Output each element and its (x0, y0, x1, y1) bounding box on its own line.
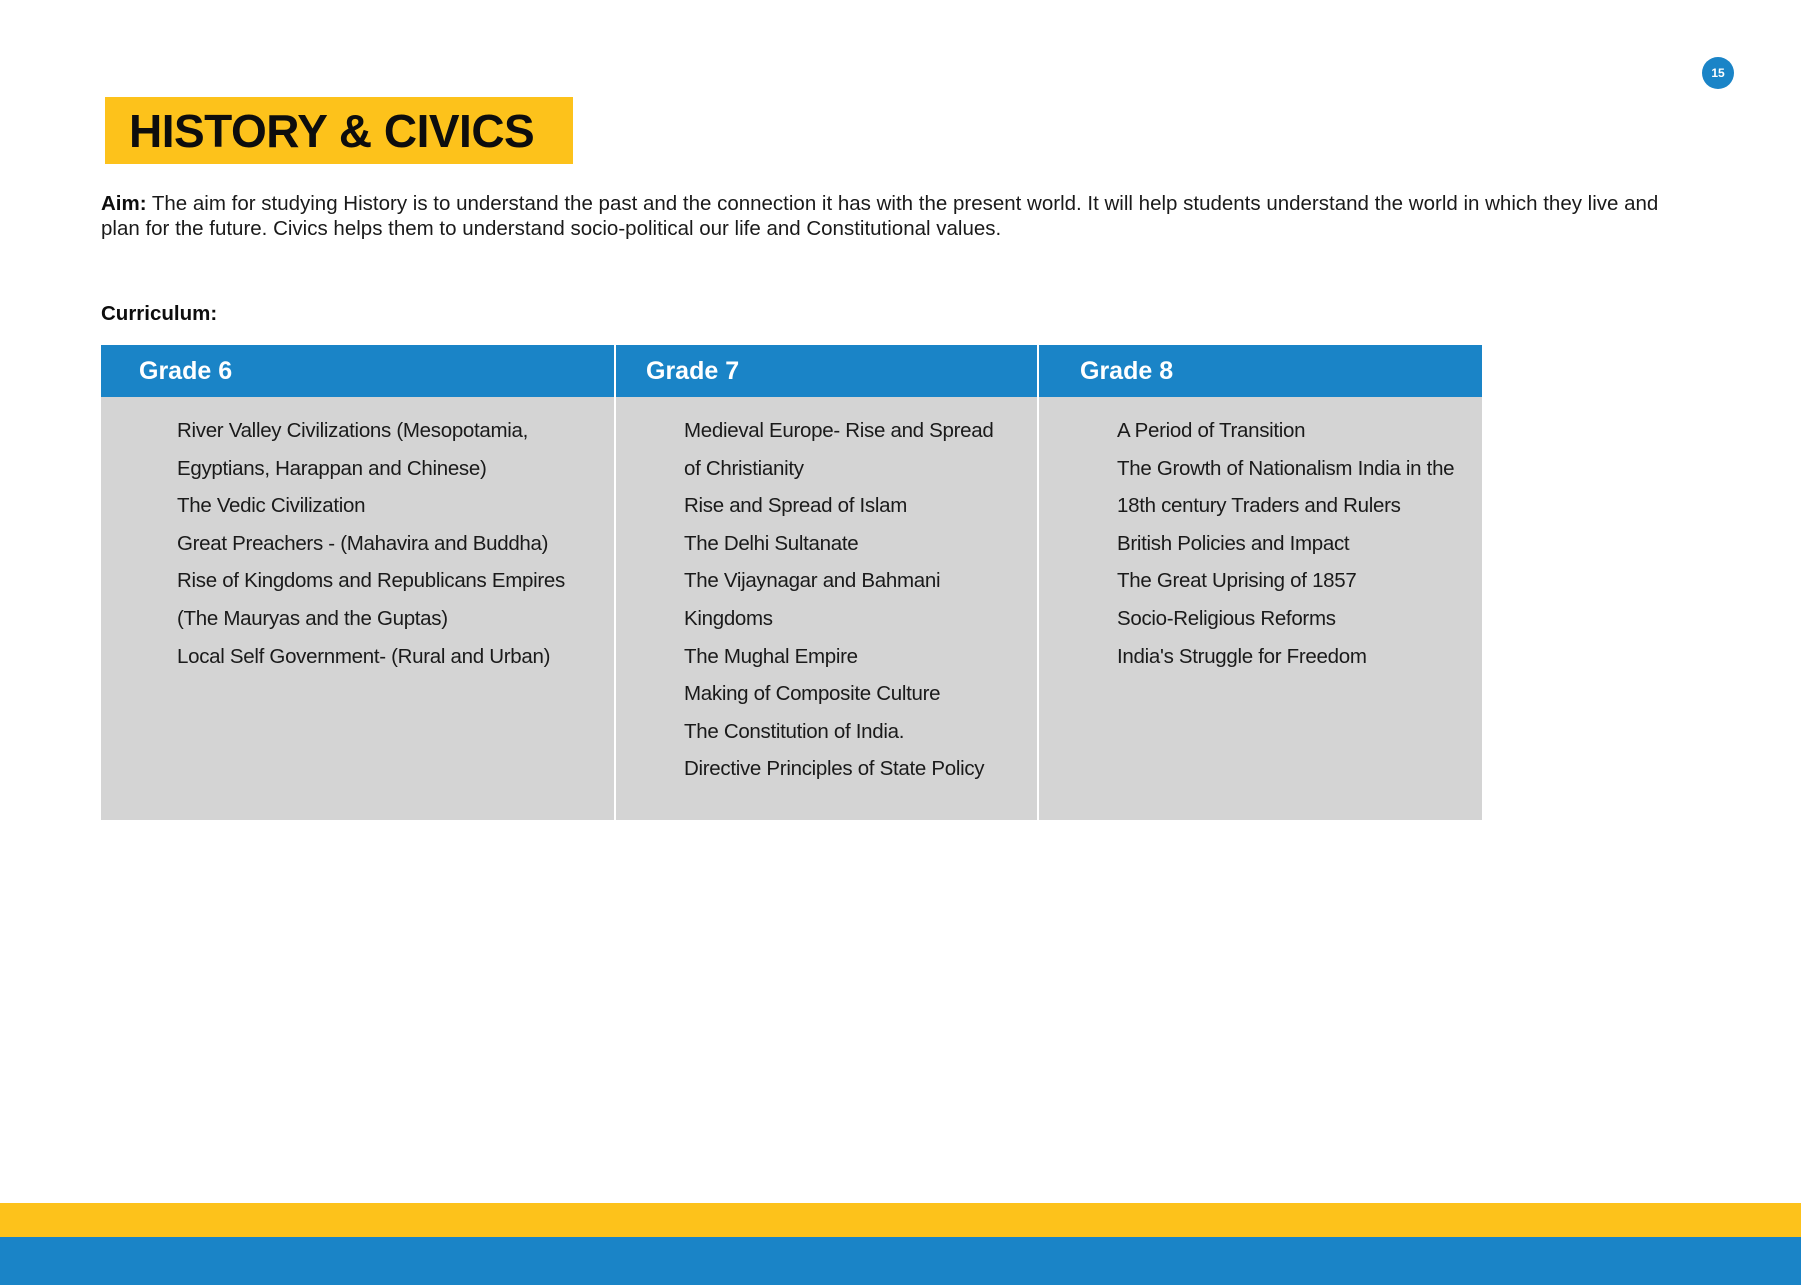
grade-7-column (614, 345, 1037, 820)
grade-7-body (616, 397, 1037, 820)
title-banner (105, 97, 573, 164)
grade-8-header: Grade 8 (1039, 345, 1482, 397)
aim-label: Aim: (101, 192, 147, 215)
topic-line: Making of Composite Culture (684, 682, 941, 706)
topic-line: 18th century Traders and Rulers (1117, 494, 1401, 518)
topic-line: India's Struggle for Freedom (1117, 644, 1367, 668)
topic-line: The Growth of Nationalism India in the (1117, 456, 1455, 480)
curriculum-table (101, 345, 1482, 820)
topic-line: Rise and Spread of Islam (684, 494, 907, 518)
topic-line: River Valley Civilizations (Mesopotamia, (177, 419, 529, 442)
grade-8-topic-list (1039, 412, 1482, 675)
topic-line: The Delhi Sultanate (684, 531, 859, 555)
topic-line: The Great Uprising of 1857 (1117, 569, 1357, 593)
grade-8-column (1037, 345, 1482, 820)
topic-line: Local Self Government- (Rural and Urban) (177, 644, 551, 668)
topic-line: Socio-Religious Reforms (1117, 606, 1336, 630)
aim-text: The aim for studying History is to understand the past and the connection it has with the present world. It will help students understand the world in which they live and plan for the future. Civics helps them to understand socio-political our life and Constitutional values. (101, 192, 1659, 240)
grade-6-body (101, 397, 614, 820)
topic-line: (The Mauryas and the Guptas) (177, 606, 448, 630)
footer-blue-stripe (0, 1237, 1801, 1285)
page-title: HISTORY & CIVICS (129, 104, 535, 157)
topic-line: Egyptians, Harappan and Chinese) (177, 456, 487, 480)
page-number-badge: 15 (1702, 57, 1734, 89)
topic-line: of Christianity (684, 456, 804, 480)
topic-line: Kingdoms (684, 606, 773, 630)
curriculum-label: Curriculum: (101, 302, 218, 325)
grade-7-topic-list (616, 412, 1037, 788)
footer-yellow-stripe (0, 1203, 1801, 1237)
topic-line: Rise of Kingdoms and Republicans Empires (177, 569, 565, 593)
grade-6-topic-list (101, 412, 614, 675)
topic-line: The Mughal Empire (684, 644, 858, 668)
topic-line: The Vedic Civilization (177, 494, 366, 518)
aim-paragraph (101, 191, 1701, 241)
grade-6-column (101, 345, 614, 820)
topic-line: British Policies and Impact (1117, 531, 1350, 555)
grade-6-header: Grade 6 (101, 345, 614, 397)
topic-line: Great Preachers - (Mahavira and Buddha) (177, 531, 549, 555)
topic-line: The Constitution of India. (684, 719, 905, 743)
grade-7-header: Grade 7 (616, 345, 1037, 397)
topic-line: Medieval Europe- Rise and Spread (684, 419, 994, 442)
grade-8-body (1039, 397, 1482, 820)
topic-line: Directive Principles of State Policy (684, 757, 985, 781)
topic-line: The Vijaynagar and Bahmani (684, 569, 941, 593)
topic-line: A Period of Transition (1117, 419, 1306, 442)
